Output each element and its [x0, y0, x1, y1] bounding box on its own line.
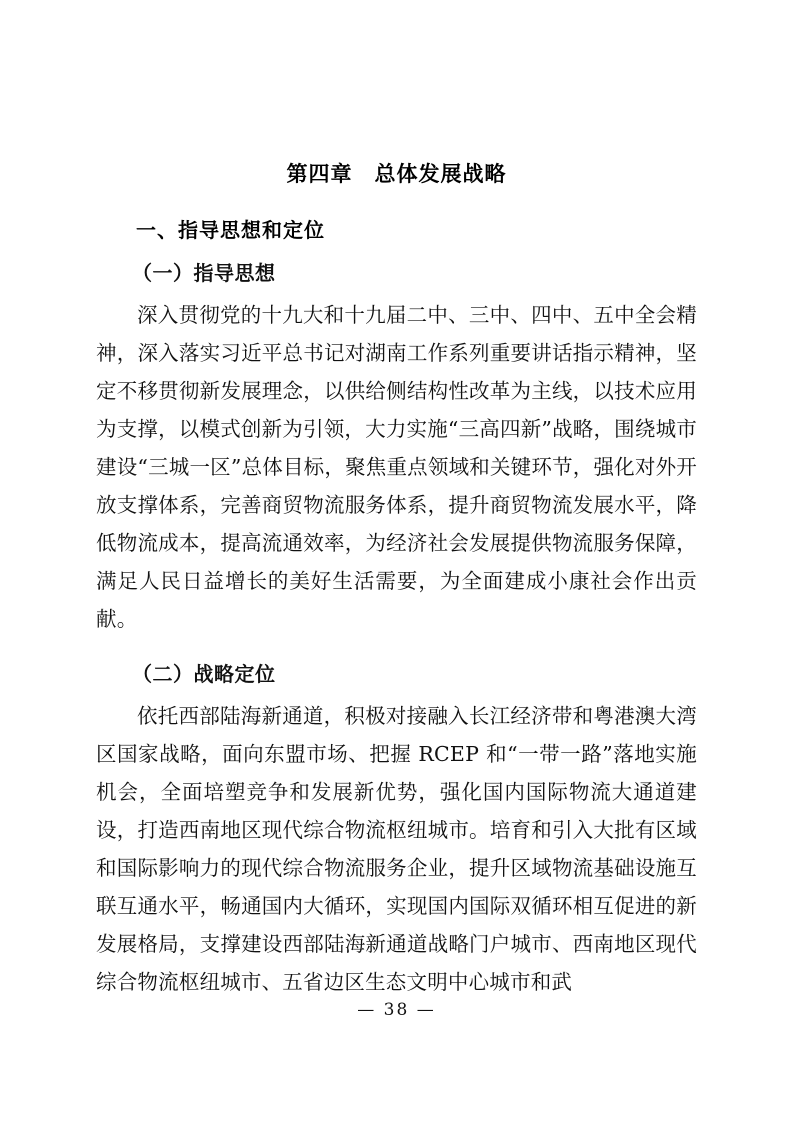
- subsection-heading-2: （二）战略定位: [132, 662, 276, 686]
- subsection-heading-1: （一）指导思想: [132, 261, 276, 285]
- paragraph-spacer: [96, 644, 697, 658]
- subsection-paragraph-2: 依托西部陆海新通道，积极对接融入长江经济带和粤港澳大湾区国家战略，面向东盟市场、把握 RCEP 和“一带一路”落地实施机会，全面培塑竞争和发展新优势，强化国内国际物流大通道建设，打造西南地区现代综合物流枢纽城市。培育和引入大批有区域和国际影响力的现代综合物流服务企业，提升区域物流基础设施互联互通水平，畅通国内大循环，实现国内国际双循环相互促进的新发展格局，支撑建设西部陆海新通道战略门户城市、西南地区现代综合物流枢纽城市、五省边区生态文明中心城市和武: [96, 704, 697, 994]
- subsection-paragraph-1: 深入贯彻党的十九大和十九届二中、三中、四中、五中全会精神，深入落实习近平总书记对湖南工作系列重要讲话指示精神，坚定不移贯彻新发展理念，以供给侧结构性改革为主线，以技术应用为支撑，以模式创新为引领，大力实施“三高四新”战略，围绕城市建设“三城一区”总体目标，聚焦重点领域和关键环节，强化对外开放支撑体系，完善商贸物流服务体系，提升商贸物流发展水平，降低物流成本，提高流通效率，为经济社会发展提供物流服务保障，满足人民日益增长的美好生活需要，为全面建成小康社会作出贡献。: [96, 303, 697, 631]
- page-number: — 38 —: [357, 1000, 436, 1020]
- page-content: [96, 158, 697, 1007]
- chapter-title: 第四章 总体发展战略: [286, 162, 507, 186]
- section-heading: 一、指导思想和定位: [136, 218, 325, 242]
